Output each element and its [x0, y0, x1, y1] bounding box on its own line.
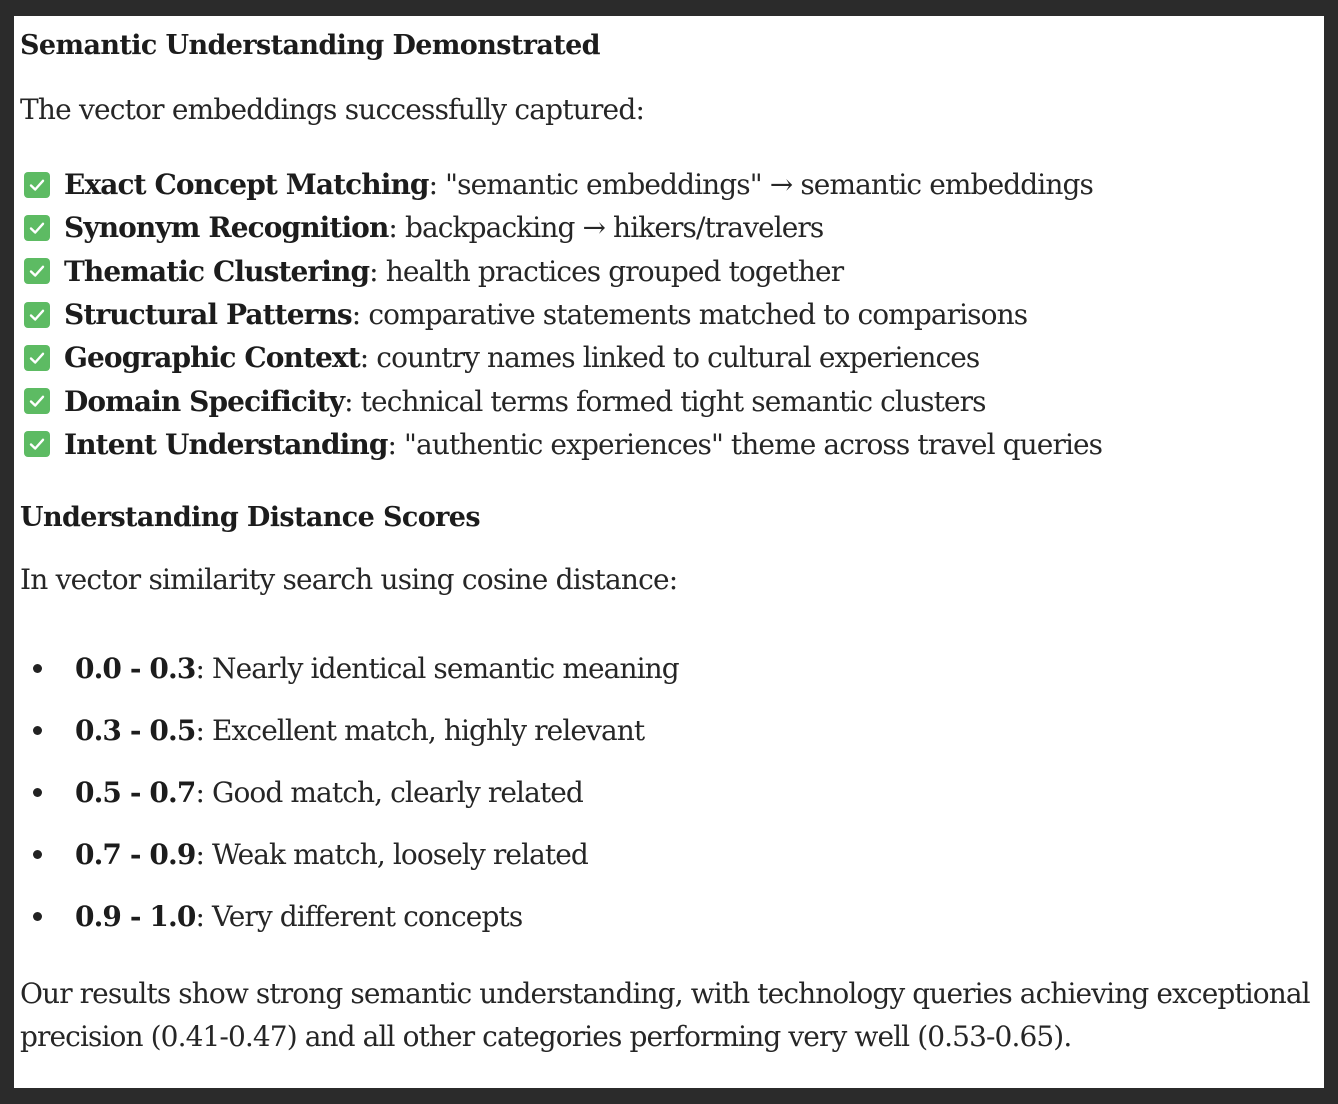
check-mark-icon: [24, 388, 50, 414]
distance-score-item: [28, 762, 679, 824]
capabilities-checklist: [24, 163, 1102, 466]
distance-score-item: [28, 885, 679, 947]
distance-score-list: [28, 638, 679, 947]
checklist-item-desc: : health practices grouped together: [369, 254, 844, 288]
checklist-item-desc: : backpacking → hikers/travelers: [388, 211, 824, 245]
checklist-item-term: Intent Understanding: [64, 427, 388, 461]
checklist-item: [24, 379, 1102, 422]
bullet-icon: [33, 664, 42, 673]
distance-score-item: [28, 638, 679, 700]
checklist-item: [24, 163, 1102, 206]
distance-description: : Weak match, loosely related: [195, 837, 588, 871]
section-heading-semantic-understanding: Semantic Understanding Demonstrated: [20, 30, 600, 61]
check-mark-icon: [24, 345, 50, 371]
checklist-item: [24, 250, 1102, 293]
section-intro-cosine: In vector similarity search using cosine distance:: [20, 563, 678, 596]
section-intro-embeddings: The vector embeddings successfully captured:: [20, 93, 645, 126]
checklist-item-desc: : comparative statements matched to comparisons: [351, 298, 1028, 332]
check-mark-icon: [24, 431, 50, 457]
checklist-item-desc: : country names linked to cultural experiences: [359, 341, 980, 375]
distance-description: : Nearly identical semantic meaning: [195, 652, 679, 686]
document-page: [14, 16, 1324, 1088]
distance-score-item: [28, 700, 679, 762]
check-mark-icon: [24, 172, 50, 198]
checklist-item-desc: : "semantic embeddings" → semantic embeddings: [428, 168, 1093, 202]
check-mark-icon: [24, 302, 50, 328]
checklist-item-term: Exact Concept Matching: [64, 168, 429, 202]
bullet-icon: [33, 788, 42, 797]
distance-description: : Excellent match, highly relevant: [195, 714, 645, 748]
checklist-item-desc: : technical terms formed tight semantic clusters: [344, 384, 986, 418]
check-mark-icon: [24, 215, 50, 241]
distance-range: 0.3 - 0.5: [75, 714, 196, 748]
distance-range: 0.0 - 0.3: [75, 652, 196, 686]
distance-range: 0.5 - 0.7: [75, 775, 196, 809]
checklist-item-term: Thematic Clustering: [64, 254, 370, 288]
section-heading-distance-scores: Understanding Distance Scores: [20, 502, 480, 533]
bullet-icon: [33, 726, 42, 735]
bullet-icon: [33, 912, 42, 921]
distance-score-item: [28, 823, 679, 885]
checklist-item-term: Geographic Context: [64, 341, 360, 375]
distance-description: : Good match, clearly related: [195, 775, 583, 809]
distance-description: : Very different concepts: [195, 899, 523, 933]
checklist-item: [24, 206, 1102, 249]
checklist-item-term: Synonym Recognition: [64, 211, 389, 245]
closing-paragraph: Our results show strong semantic understanding, with technology queries achieving exceptional precision (0.41-0.47) and all other categories performing very well (0.53-0.65).: [20, 977, 1310, 1053]
distance-range: 0.7 - 0.9: [75, 837, 196, 871]
checklist-item: [24, 336, 1102, 379]
checklist-item-desc: : "authentic experiences" theme across travel queries: [387, 427, 1103, 461]
checklist-item-term: Domain Specificity: [64, 384, 345, 418]
checklist-item: [24, 293, 1102, 336]
distance-range: 0.9 - 1.0: [75, 899, 196, 933]
checklist-item-term: Structural Patterns: [64, 298, 352, 332]
check-mark-icon: [24, 258, 50, 284]
checklist-item: [24, 423, 1102, 466]
bullet-icon: [33, 850, 42, 859]
